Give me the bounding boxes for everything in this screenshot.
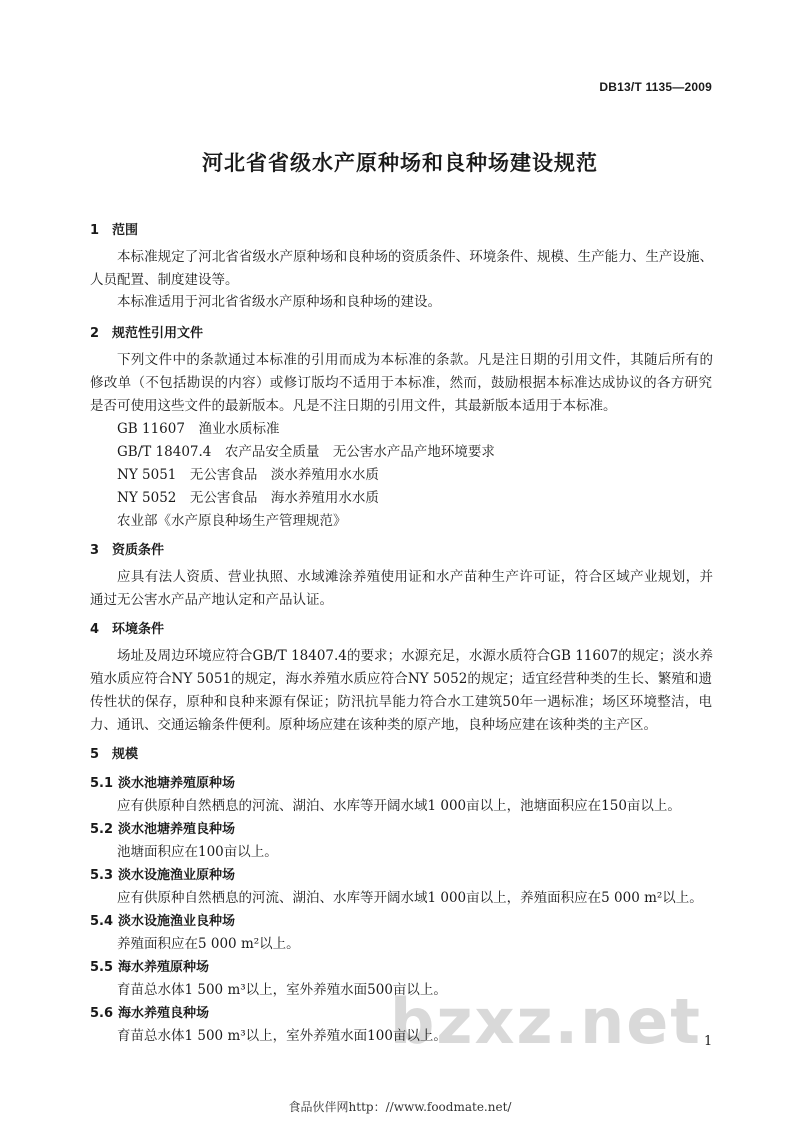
reference-item: GB 11607 渔业水质标准 <box>117 421 280 437</box>
subsection-heading: 5.2 淡水池塘养殖良种场 <box>90 822 236 837</box>
paragraph-line: 应具有法人资质、营业执照、水域滩涂养殖使用证和水产苗种生产许可证，符合区域产业规划，并 <box>117 569 713 585</box>
section-heading-environment: 4 环境条件 <box>90 622 165 637</box>
section-heading-normative-references: 2 规范性引用文件 <box>90 326 204 341</box>
paragraph-line: 本标准规定了河北省省级水产原种场和良种场的资质条件、环境条件、规模、生产能力、生产设施、 <box>117 249 713 265</box>
section-heading-scope: 1 范围 <box>90 223 139 238</box>
paragraph-line: 通过无公害水产品产地认定和产品认证。 <box>90 592 333 608</box>
paragraph-line: 力、通讯、交通运输条件便利。原种场应建在该种类的原产地，良种场应建在该种类的主产区。 <box>90 717 657 733</box>
section-heading-qualification: 3 资质条件 <box>90 543 165 558</box>
footer-source: 食品伙伴网http：//www.foodmate.net/ <box>288 1100 512 1114</box>
standard-number: DB13/T 1135—2009 <box>599 80 712 94</box>
subsection-text: 养殖面积应在5 000 m²以上。 <box>117 936 300 952</box>
paragraph-line: 本标准适用于河北省省级水产原种场和良种场的建设。 <box>117 294 441 310</box>
subsection-text: 应有供原种自然栖息的河流、湖泊、水库等开阔水域1 000亩以上，养殖面积应在5 000 m²以上。 <box>117 890 703 906</box>
subsection-text: 应有供原种自然栖息的河流、湖泊、水库等开阔水域1 000亩以上，池塘面积应在150亩以上。 <box>117 798 681 814</box>
subsection-text: 育苗总水体1 500 m³以上，室外养殖水面100亩以上。 <box>117 1028 447 1044</box>
subsection-heading: 5.5 海水养殖原种场 <box>90 960 210 975</box>
page-number: 1 <box>704 1034 713 1049</box>
section-heading-scale: 5 规模 <box>90 747 139 762</box>
reference-item: GB/T 18407.4 农产品安全质量 无公害水产品产地环境要求 <box>117 444 495 460</box>
document-title: 河北省省级水产原种场和良种场建设规范 <box>202 151 598 175</box>
subsection-heading: 5.1 淡水池塘养殖原种场 <box>90 776 236 791</box>
paragraph-line: 人员配置、制度建设等。 <box>90 272 239 288</box>
paragraph-line: 殖水质应符合NY 5051的规定，海水养殖水质应符合NY 5052的规定；适宜经营种类的生长、繁殖和遗 <box>90 671 712 687</box>
reference-item: 农业部《水产原良种场生产管理规范》 <box>117 513 347 529</box>
paragraph-line: 场址及周边环境应符合GB/T 18407.4的要求；水源充足，水源水质符合GB 11607的规定；淡水养 <box>117 648 713 664</box>
paragraph-line: 传性状的保存，原种和良种来源有保证；防汛抗旱能力符合水工建筑50年一遇标准；场区环境整洁，电 <box>90 694 712 710</box>
reference-item: NY 5051 无公害食品 淡水养殖用水水质 <box>117 467 379 483</box>
subsection-heading: 5.4 淡水设施渔业良种场 <box>90 914 236 929</box>
paragraph-line: 下列文件中的条款通过本标准的引用而成为本标准的条款。凡是注日期的引用文件，其随后所有的 <box>117 352 713 368</box>
watermark: bzxz.net <box>390 985 702 1058</box>
subsection-text: 育苗总水体1 500 m³以上，室外养殖水面500亩以上。 <box>117 982 447 998</box>
subsection-heading: 5.6 海水养殖良种场 <box>90 1006 210 1021</box>
subsection-heading: 5.3 淡水设施渔业原种场 <box>90 868 236 883</box>
reference-item: NY 5052 无公害食品 海水养殖用水水质 <box>117 490 379 506</box>
subsection-text: 池塘面积应在100亩以上。 <box>117 844 278 860</box>
paragraph-line: 是否可使用这些文件的最新版本。凡是不注日期的引用文件，其最新版本适用于本标准。 <box>90 398 617 414</box>
paragraph-line: 修改单（不包括勘误的内容）或修订版均不适用于本标准，然而，鼓励根据本标准达成协议的各方研究 <box>90 375 712 391</box>
